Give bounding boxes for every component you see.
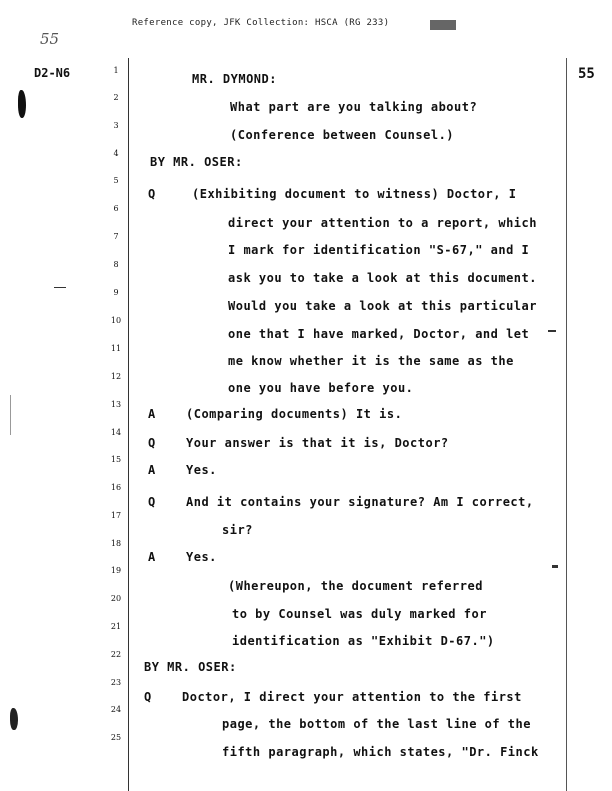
- line-number: 24: [110, 705, 122, 714]
- qa-label: A: [148, 550, 156, 564]
- transcript-line: Your answer is that it is, Doctor?: [186, 436, 449, 450]
- transcript-line: fifth paragraph, which states, "Dr. Finck: [222, 745, 539, 759]
- qa-label: Q: [148, 495, 156, 509]
- transcript-line: (Conference between Counsel.): [230, 128, 455, 142]
- transcript-line: I mark for identification "S-67," and I: [228, 243, 530, 257]
- right-margin-rule: [566, 58, 567, 791]
- transcript-line: to by Counsel was duly marked for: [232, 607, 487, 621]
- transcript-line: (Comparing documents) It is.: [186, 407, 403, 421]
- line-number: 5: [113, 176, 119, 185]
- document-id: D2-N6: [34, 66, 71, 80]
- line-number: 3: [113, 121, 119, 130]
- line-number: 19: [110, 566, 122, 575]
- transcript-line: sir?: [222, 523, 253, 537]
- line-number: 11: [110, 344, 122, 353]
- page-number: 55: [578, 66, 595, 82]
- qa-label: A: [148, 463, 156, 477]
- transcript-line: What part are you talking about?: [230, 100, 478, 114]
- transcript-line: direct your attention to a report, which: [228, 216, 537, 230]
- line-number: 25: [110, 733, 122, 742]
- archive-reference: Reference copy, JFK Collection: HSCA (RG 233): [132, 18, 390, 28]
- qa-label: A: [148, 407, 156, 421]
- hole-punch-mark: [10, 708, 18, 730]
- transcript-line: page, the bottom of the last line of the: [222, 717, 531, 731]
- line-number: 14: [110, 428, 122, 437]
- examiner-heading: BY MR. OSER:: [150, 155, 243, 169]
- line-number: 6: [113, 204, 119, 213]
- scan-speck: [548, 330, 556, 332]
- scan-speck: [552, 565, 558, 568]
- line-number: 23: [110, 678, 122, 687]
- examiner-heading: BY MR. OSER:: [144, 660, 237, 674]
- transcript-line: Doctor, I direct your attention to the first: [182, 690, 522, 704]
- qa-label: Q: [148, 436, 156, 450]
- transcript-line: (Exhibiting document to witness) Doctor, I: [192, 187, 517, 201]
- line-number: 21: [110, 622, 122, 631]
- line-number: 16: [110, 483, 122, 492]
- handwritten-page-number: 55: [40, 30, 60, 48]
- transcript-line: Yes.: [186, 463, 217, 477]
- transcript-line: ask you to take a look at this document.: [228, 271, 537, 285]
- transcript-line: Yes.: [186, 550, 217, 564]
- transcript-line: (Whereupon, the document referred: [228, 579, 483, 593]
- transcript-line: one you have before you.: [228, 381, 414, 395]
- transcript-line: And it contains your signature? Am I correct,: [186, 495, 534, 509]
- line-number: 18: [110, 539, 122, 548]
- line-number: 10: [110, 316, 122, 325]
- line-number: 4: [113, 149, 119, 158]
- line-number: 1: [113, 66, 119, 75]
- qa-label: Q: [148, 187, 156, 201]
- transcript-line: me know whether it is the same as the: [228, 354, 514, 368]
- transcript-line: Would you take a look at this particular: [228, 299, 537, 313]
- hole-punch-mark: [18, 90, 26, 118]
- line-number: 17: [110, 511, 122, 520]
- left-margin-rule: [128, 58, 129, 791]
- qa-label: Q: [144, 690, 152, 704]
- line-number: 15: [110, 455, 122, 464]
- line-number: 7: [113, 232, 119, 241]
- scan-speck: [10, 395, 11, 435]
- line-number: 20: [110, 594, 122, 603]
- line-number: 12: [110, 372, 122, 381]
- line-number: 2: [113, 93, 119, 102]
- scan-speck: [54, 287, 66, 288]
- line-number: 13: [110, 400, 122, 409]
- line-number: 9: [113, 288, 119, 297]
- transcript-line: identification as "Exhibit D-67."): [232, 634, 495, 648]
- line-number: 22: [110, 650, 122, 659]
- speaker-heading: MR. DYMOND:: [192, 72, 277, 86]
- scan-speck: [430, 20, 456, 30]
- transcript-line: one that I have marked, Doctor, and let: [228, 327, 530, 341]
- line-number: 8: [113, 260, 119, 269]
